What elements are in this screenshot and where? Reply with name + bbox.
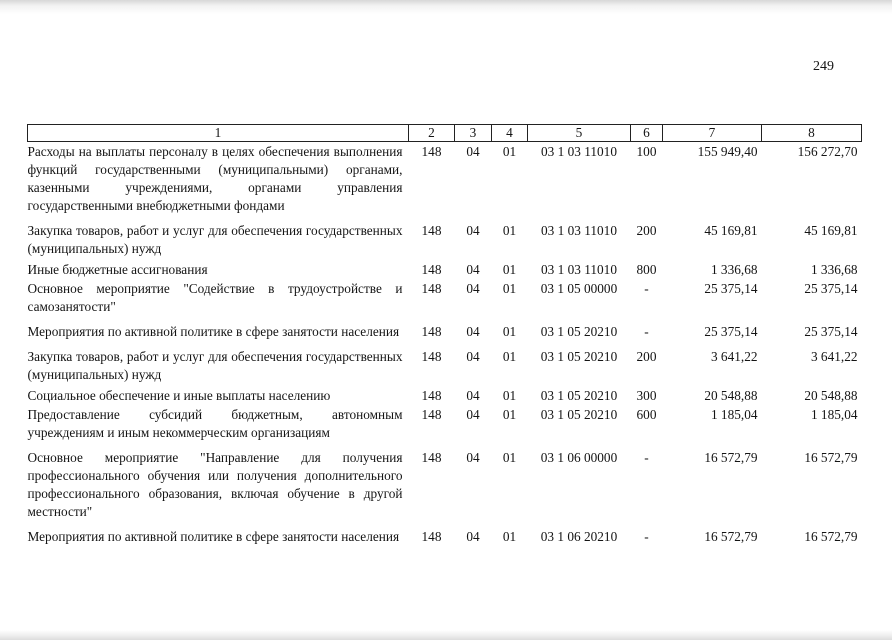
row-target-article: 03 1 05 20210 (540, 407, 618, 422)
table-row (28, 527, 862, 546)
row-section: 04 (466, 407, 480, 422)
row-subsection: 01 (502, 281, 517, 296)
row-amount-year1: 3 641,22 (710, 349, 758, 364)
row-section: 04 (466, 388, 480, 403)
row-name: Закупка товаров, работ и услуг для обеспечения государственных (муниципальных) нужд (27, 223, 403, 256)
row-subsection: 01 (502, 349, 517, 364)
row-ved-code: 148 (421, 388, 442, 403)
row-ved-code: 148 (421, 144, 442, 159)
row-subsection: 01 (502, 450, 517, 465)
row-amount-year1: 1 336,68 (710, 262, 758, 277)
row-name: Расходы на выплаты персоналу в целях обеспечения выполнения функций государственными (муниципальными) органами, казенными учреждениями, органами управления государственными внебюджетными фондами (27, 144, 403, 213)
row-section: 04 (466, 324, 480, 339)
table-row (28, 322, 862, 347)
row-name: Предоставление субсидий бюджетным, автономным учреждениям и иным некоммерческим организациям (27, 407, 403, 440)
row-target-article: 03 1 05 00000 (540, 281, 618, 296)
row-name: Закупка товаров, работ и услуг для обеспечения государственных (муниципальных) нужд (27, 349, 403, 382)
row-name: Основное мероприятие "Содействие в трудоустройстве и самозанятости" (27, 281, 403, 314)
row-section: 04 (466, 281, 480, 296)
table-row (28, 405, 862, 448)
row-name: Социальное обеспечение и иные выплаты населению (27, 388, 331, 403)
col-header-7: 7 (663, 125, 762, 142)
row-ved-code: 148 (421, 349, 442, 364)
budget-table (27, 124, 862, 546)
row-section: 04 (466, 450, 480, 465)
row-ved-code: 148 (421, 281, 442, 296)
table-body (28, 142, 862, 547)
row-section: 04 (466, 349, 480, 364)
row-amount-year2: 25 375,14 (804, 324, 858, 339)
row-section: 04 (466, 262, 480, 277)
row-amount-year1: 25 375,14 (704, 324, 758, 339)
row-amount-year2: 20 548,88 (804, 388, 858, 403)
row-ved-code: 148 (421, 262, 442, 277)
row-amount-year2: 16 572,79 (804, 450, 858, 465)
scan-shadow-top (0, 0, 892, 14)
row-name: Мероприятия по активной политике в сфере занятости населения (27, 529, 400, 544)
table-row (28, 260, 862, 279)
row-amount-year2: 1 336,68 (810, 262, 858, 277)
col-header-3: 3 (455, 125, 492, 142)
row-expense-type: - (644, 529, 649, 544)
row-expense-type: 100 (636, 144, 657, 159)
row-expense-type: 800 (636, 262, 657, 277)
row-name: Мероприятия по активной политике в сфере занятости населения (27, 324, 400, 339)
row-target-article: 03 1 06 00000 (540, 450, 618, 465)
row-amount-year1: 16 572,79 (704, 529, 758, 544)
row-subsection: 01 (502, 324, 517, 339)
row-expense-type: 300 (636, 388, 657, 403)
row-expense-type: - (644, 281, 649, 296)
table-row (28, 142, 862, 222)
row-section: 04 (466, 223, 480, 238)
table-row (28, 448, 862, 527)
row-expense-type: 600 (636, 407, 657, 422)
row-target-article: 03 1 05 20210 (540, 388, 618, 403)
row-amount-year2: 25 375,14 (804, 281, 858, 296)
row-amount-year1: 20 548,88 (704, 388, 758, 403)
row-amount-year1: 1 185,04 (710, 407, 758, 422)
row-expense-type: - (644, 324, 649, 339)
row-subsection: 01 (502, 223, 517, 238)
row-subsection: 01 (502, 529, 517, 544)
row-ved-code: 148 (421, 529, 442, 544)
col-header-4: 4 (492, 125, 528, 142)
header-row (28, 125, 862, 142)
row-name: Основное мероприятие "Направление для получения профессионального обучения или получения дополнительного профессионального образования, включая обучение в другой местности" (27, 450, 403, 519)
row-target-article: 03 1 05 20210 (540, 349, 618, 364)
col-header-6: 6 (631, 125, 663, 142)
row-subsection: 01 (502, 407, 517, 422)
col-header-2: 2 (409, 125, 455, 142)
row-section: 04 (466, 529, 480, 544)
table-row (28, 279, 862, 322)
page-number: 249 (813, 59, 834, 74)
row-amount-year2: 156 272,70 (797, 144, 858, 159)
table-row (28, 221, 862, 260)
row-expense-type: 200 (636, 349, 657, 364)
row-ved-code: 148 (421, 407, 442, 422)
row-expense-type: - (644, 450, 649, 465)
row-subsection: 01 (502, 144, 517, 159)
row-target-article: 03 1 03 11010 (541, 144, 617, 159)
row-amount-year2: 45 169,81 (804, 223, 858, 238)
row-amount-year2: 16 572,79 (804, 529, 858, 544)
row-amount-year2: 1 185,04 (810, 407, 858, 422)
row-ved-code: 148 (421, 223, 442, 238)
col-header-1: 1 (28, 125, 409, 142)
table-row (28, 386, 862, 405)
row-amount-year1: 45 169,81 (704, 223, 758, 238)
row-target-article: 03 1 05 20210 (540, 324, 618, 339)
row-subsection: 01 (502, 388, 517, 403)
row-target-article: 03 1 03 11010 (541, 262, 617, 277)
table-row (28, 347, 862, 386)
row-amount-year1: 16 572,79 (704, 450, 758, 465)
scan-shadow-bottom (0, 630, 892, 640)
row-ved-code: 148 (421, 450, 442, 465)
row-target-article: 03 1 06 20210 (540, 529, 618, 544)
row-expense-type: 200 (636, 223, 657, 238)
row-name: Иные бюджетные ассигнования (27, 262, 208, 277)
col-header-5: 5 (528, 125, 631, 142)
row-amount-year1: 25 375,14 (704, 281, 758, 296)
row-ved-code: 148 (421, 324, 442, 339)
row-section: 04 (466, 144, 480, 159)
col-header-8: 8 (762, 125, 862, 142)
row-target-article: 03 1 03 11010 (541, 223, 617, 238)
row-subsection: 01 (502, 262, 517, 277)
row-amount-year1: 155 949,40 (697, 144, 758, 159)
row-amount-year2: 3 641,22 (810, 349, 858, 364)
